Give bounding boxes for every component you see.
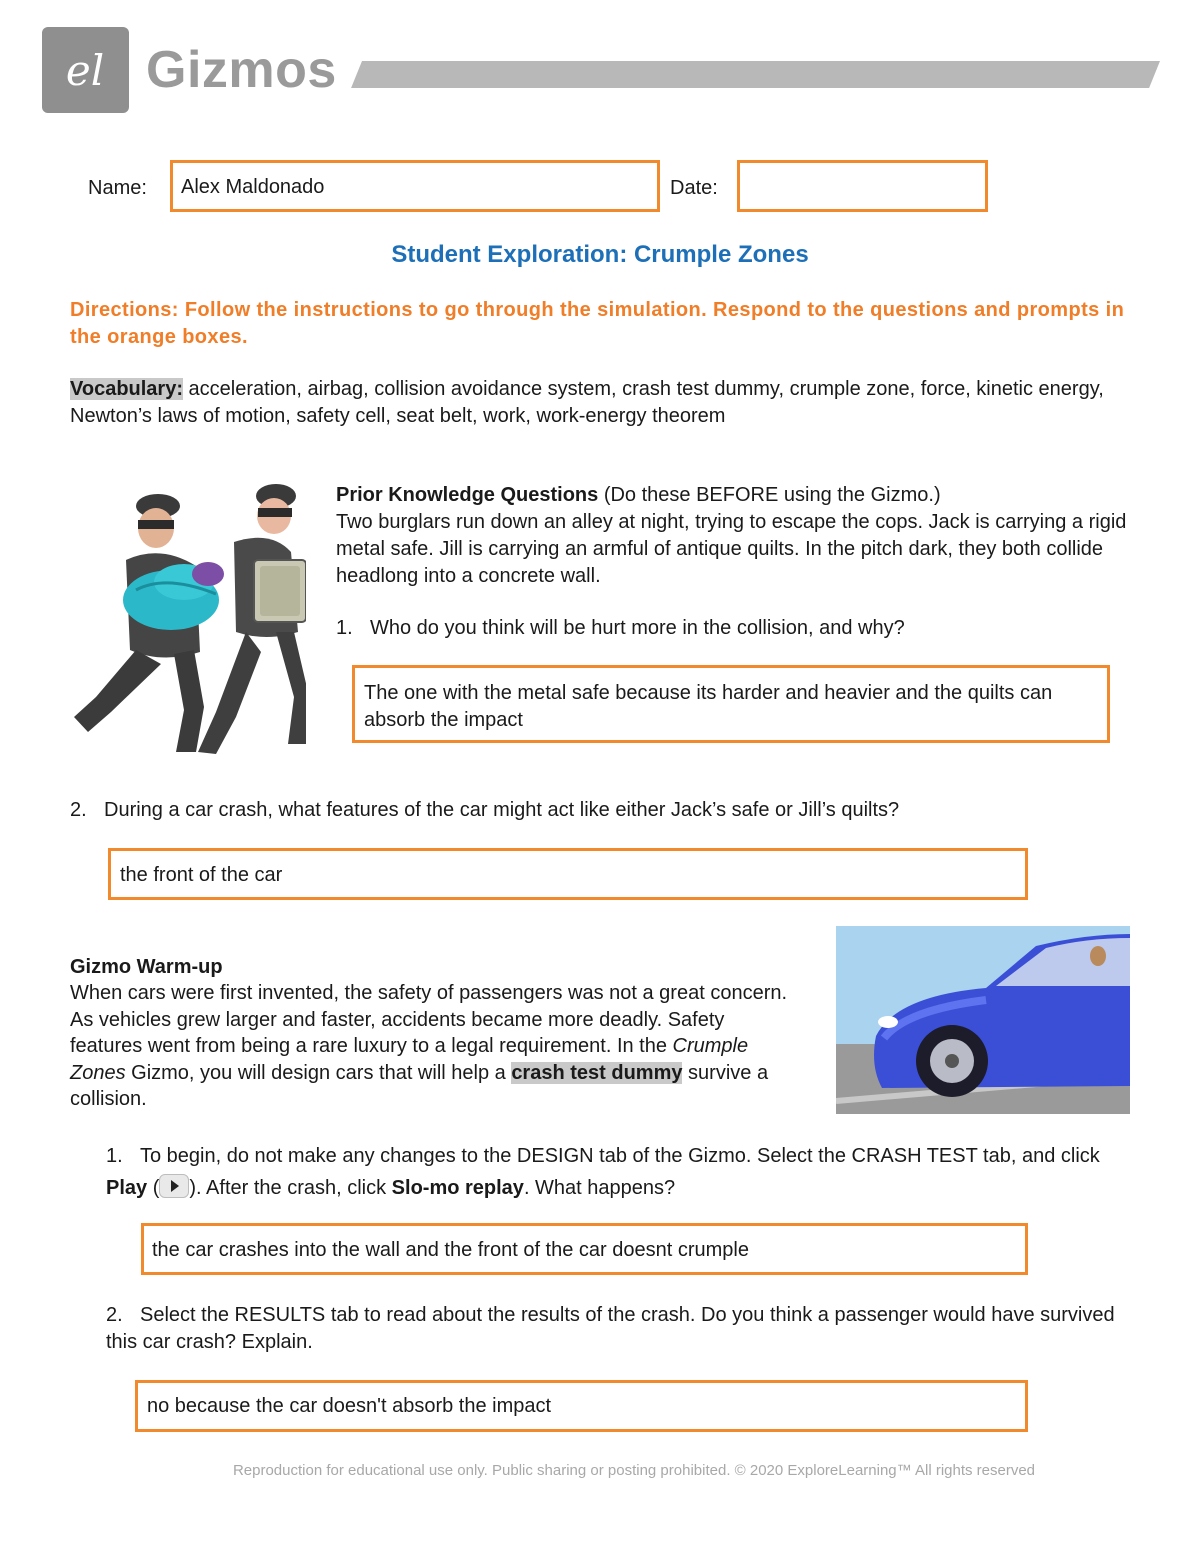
question-text: To begin, do not make any changes to the DESIGN tab of the Gizmo. Select the CRASH TEST tab, and click [140, 1145, 1100, 1167]
gizmos-brand: Gizmos [146, 41, 337, 99]
vocabulary-paragraph [70, 376, 1140, 430]
question-text: Who do you think will be hurt more in the collision, and why? [370, 617, 905, 639]
svg-text:el: el [65, 46, 105, 95]
gizmo-name: Crumple Zones [70, 1035, 749, 1084]
play-icon [159, 1174, 189, 1198]
warmup-question-1 [106, 1140, 1146, 1204]
burglar-jill-figure [74, 494, 224, 752]
footer-copyright: Reproduction for educational use only. Public sharing or posting prohibited. © 2020 ExploreLearning™ All rights reserved [232, 1462, 1036, 1479]
blue-car-image [836, 926, 1130, 1114]
warmup-answer-text-2[interactable]: no because the car doesn't absorb the impact [147, 1395, 552, 1417]
date-label: Date: [670, 177, 718, 199]
page-title: Student Exploration: Crumple Zones [391, 241, 809, 268]
name-label: Name: [88, 177, 147, 199]
crash-test-dummy-term: crash test dummy [511, 1061, 683, 1084]
warmup-question-2 [106, 1302, 1146, 1355]
warmup-heading: Gizmo Warm-up [70, 956, 223, 978]
warmup-answer-text-1[interactable]: the car crashes into the wall and the front of the car doesnt crumple [152, 1239, 749, 1261]
name-value[interactable]: Alex Maldonado [181, 176, 325, 198]
question-text: ( [147, 1177, 160, 1199]
question-number: 2. [70, 799, 87, 821]
question-number: 1. [106, 1145, 123, 1167]
warmup-text: When cars were first invented, the safety of passengers was not a great concern. As vehicles grew larger and faster, accidents became more deadly. Safety features went from being a rare luxury to a legal requirement. In the [70, 982, 788, 1057]
question-text: . What happens? [523, 1177, 676, 1199]
question-text: ). After the crash, click [189, 1177, 392, 1199]
question-2 [70, 797, 1130, 824]
vocabulary-label: Vocabulary: [70, 378, 183, 400]
prior-knowledge-intro: Two burglars run down an alley at night, trying to escape the cops. Jack is carrying a rigid metal safe. Jill is carrying an armful of antique quilts. In the pitch dark, they both collide headlong into a concrete wall. [336, 511, 1127, 587]
question-number: 2. [106, 1304, 123, 1326]
explorelearning-logo [42, 27, 129, 113]
question-number: 1. [336, 617, 353, 639]
answer-text-1[interactable]: The one with the metal safe because its harder and heavier and the quilts can absorb the impact [364, 682, 1053, 731]
burglar-jack-figure [198, 484, 306, 754]
burglars-illustration [66, 482, 306, 762]
warmup-text: survive a collision. [70, 1061, 769, 1110]
date-field[interactable] [737, 160, 988, 212]
el-logo-icon [42, 27, 129, 113]
question-1 [336, 615, 1116, 642]
directions-text: Directions: Follow the instructions to go through the simulation. Respond to the questions and prompts in the orange boxes. [70, 299, 1125, 348]
question-text: Select the RESULTS tab to read about the results of the crash. Do you think a passenger would have survived this car crash? Explain. [106, 1304, 1115, 1353]
slo-mo-term: Slo-mo replay [391, 1177, 524, 1199]
vocabulary-terms: acceleration, airbag, collision avoidance system, crash test dummy, crumple zone, force, kinetic energy, Newton’s laws of motion, safety cell, seat belt, work, work-energy theorem [70, 378, 1104, 427]
warmup-paragraph [70, 980, 790, 1113]
warmup-text: Gizmo, you will design cars that will help a [125, 1061, 512, 1084]
question-text: During a car crash, what features of the car might act like either Jack’s safe or Jill’s quilts? [104, 799, 900, 821]
prior-knowledge-section [336, 482, 1136, 590]
prior-knowledge-note: (Do these BEFORE using the Gizmo.) [598, 484, 941, 506]
play-term: Play [106, 1177, 148, 1199]
prior-knowledge-heading: Prior Knowledge Questions [336, 484, 599, 506]
header-decorative-bar [351, 61, 1160, 88]
answer-text-2[interactable]: the front of the car [120, 864, 283, 886]
